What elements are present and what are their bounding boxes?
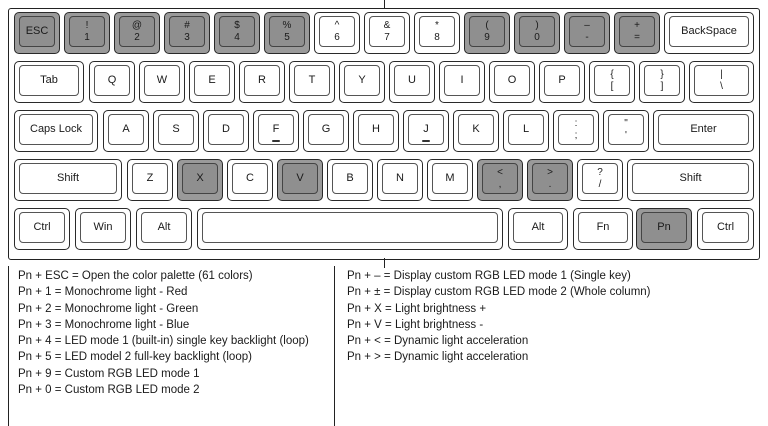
key-pn[interactable] [636, 208, 692, 250]
keycap [169, 16, 205, 47]
keycap [608, 114, 644, 145]
key-t[interactable] [289, 61, 335, 103]
keycap [108, 114, 144, 145]
note-line: Pn + ± = Display custom RGB LED mode 2 (Whole column) [347, 286, 651, 299]
key-legend: M [445, 172, 455, 184]
key-caps-lock[interactable] [14, 110, 98, 152]
key-legend: [ [610, 80, 614, 92]
keycap [219, 16, 255, 47]
keycap [569, 16, 605, 47]
key-legend: V [296, 172, 304, 184]
key-legend: Win [93, 221, 113, 233]
key-legend: Ctrl [33, 221, 51, 233]
key-q[interactable] [89, 61, 135, 103]
key-legend: Enter [690, 123, 717, 135]
key-legend: ] [660, 80, 664, 92]
keycap [202, 212, 498, 243]
key-legend: U [408, 74, 416, 86]
keycap [508, 114, 544, 145]
key-l[interactable] [503, 110, 549, 152]
keycap [432, 163, 468, 194]
key-legend: - [585, 31, 589, 43]
key-legend: 4 [234, 31, 240, 43]
key-legend: ' [625, 129, 627, 141]
key-key1-11[interactable] [589, 61, 635, 103]
key-n[interactable] [377, 159, 423, 201]
key-tab[interactable] [14, 61, 84, 103]
key-legend: 8 [434, 31, 440, 43]
keycap [582, 163, 618, 194]
keycap [544, 65, 580, 96]
note-line: Pn + 9 = Custom RGB LED mode 1 [18, 367, 200, 380]
note-line: Pn + V = Light brightness - [347, 318, 484, 331]
key-7[interactable] [364, 12, 410, 54]
keycap [332, 163, 368, 194]
keycap [80, 212, 126, 243]
key-legend: T [308, 74, 316, 86]
key-ctrl[interactable] [697, 208, 754, 250]
key-shift-legend: # [184, 19, 190, 31]
key-3[interactable] [164, 12, 210, 54]
key-o[interactable] [489, 61, 535, 103]
keycap [619, 16, 655, 47]
key-legend: BackSpace [681, 25, 737, 37]
key-shift-legend: > [547, 166, 553, 178]
key-legend: Y [358, 74, 366, 86]
key-legend: C [246, 172, 254, 184]
key-legend: Fn [596, 221, 610, 233]
key-u[interactable] [389, 61, 435, 103]
key-legend: Tab [40, 74, 58, 86]
keycap [519, 16, 555, 47]
key-key2-11[interactable] [603, 110, 649, 152]
key-p[interactable] [539, 61, 585, 103]
key-legend: Ctrl [716, 221, 735, 233]
key-legend: B [346, 172, 354, 184]
key-legend: ESC [25, 25, 49, 37]
home-row-bump-icon [422, 140, 430, 142]
keycap [319, 16, 355, 47]
key-legend: Alt [157, 221, 171, 233]
key-legend: I [460, 74, 464, 86]
key-shift-legend: " [624, 117, 628, 129]
note-line: Pn + 4 = LED mode 1 (built-in) single key backlight (loop) [18, 335, 309, 348]
keycap [19, 16, 55, 47]
key-key0-12[interactable] [614, 12, 660, 54]
keycap [382, 163, 418, 194]
key-shift-legend: : [574, 117, 578, 129]
key-m[interactable] [427, 159, 473, 201]
key-key0-11[interactable] [564, 12, 610, 54]
key-legend: Q [107, 74, 117, 86]
key-k[interactable] [453, 110, 499, 152]
key-legend: E [208, 74, 216, 86]
keycap [669, 16, 749, 47]
key-legend: D [222, 123, 230, 135]
keycap [269, 16, 305, 47]
key-shift-legend: $ [234, 19, 240, 31]
keycap [532, 163, 568, 194]
key-legend: , [498, 178, 502, 190]
key-i[interactable] [439, 61, 485, 103]
key-shift-legend: } [660, 68, 664, 80]
key-legend: P [558, 74, 566, 86]
key-legend: 0 [534, 31, 540, 43]
key-2[interactable] [114, 12, 160, 54]
key-backspace[interactable] [664, 12, 754, 54]
key-legend: H [372, 123, 380, 135]
key-shift-legend: – [584, 19, 590, 31]
keycap [132, 163, 168, 194]
key-shift-legend: < [497, 166, 503, 178]
keycap [119, 16, 155, 47]
key-legend: Shift [56, 172, 79, 184]
note-line: Pn + – = Display custom RGB LED mode 1 (Single key) [347, 270, 631, 282]
keycap [469, 16, 505, 47]
key-shift[interactable] [14, 159, 122, 201]
key-4[interactable] [214, 12, 260, 54]
keycap [158, 114, 194, 145]
keycap [258, 114, 294, 145]
keycap [394, 65, 430, 96]
key-8[interactable] [414, 12, 460, 54]
key-legend: K [472, 123, 480, 135]
key-shift-legend: ? [597, 166, 603, 178]
key-key1-12[interactable] [639, 61, 685, 103]
key-legend: 6 [334, 31, 340, 43]
key-esc[interactable] [14, 12, 60, 54]
key-x[interactable] [177, 159, 223, 201]
key-f[interactable] [253, 110, 299, 152]
center-guide-line-bottom [384, 258, 385, 268]
key-legend: Pn [657, 221, 671, 233]
note-line: Pn + < = Dynamic light acceleration [347, 335, 529, 348]
key-legend: 2 [134, 31, 140, 43]
key-legend: / [598, 178, 602, 190]
keycap [641, 212, 687, 243]
key-9[interactable] [464, 12, 510, 54]
keycap [308, 114, 344, 145]
key-legend: . [548, 178, 552, 190]
key-r[interactable] [239, 61, 285, 103]
keycap [19, 114, 93, 145]
key-y[interactable] [339, 61, 385, 103]
keycap [208, 114, 244, 145]
keycap [358, 114, 394, 145]
home-row-bump-icon [272, 140, 280, 142]
key-z[interactable] [127, 159, 173, 201]
keycap [408, 114, 444, 145]
key-d[interactable] [203, 110, 249, 152]
key-alt[interactable] [508, 208, 568, 250]
key-legend: 1 [84, 31, 90, 43]
key-legend: Alt [531, 221, 545, 233]
key-legend: 7 [384, 31, 390, 43]
keycap [632, 163, 749, 194]
note-line: Pn + 0 = Custom RGB LED mode 2 [18, 384, 200, 397]
key-key3-8[interactable] [477, 159, 523, 201]
keycap [344, 65, 380, 96]
key-w[interactable] [139, 61, 185, 103]
keycap [182, 163, 218, 194]
key-6[interactable] [314, 12, 360, 54]
key-legend: W [156, 74, 168, 86]
key-shift-legend: % [282, 19, 292, 31]
keycap [694, 65, 749, 96]
key-enter[interactable] [653, 110, 754, 152]
key-key3-10[interactable] [577, 159, 623, 201]
key-legend: X [196, 172, 204, 184]
key-shift-legend: @ [131, 19, 143, 31]
keycap [702, 212, 749, 243]
key-legend: L [522, 123, 530, 135]
key-shift-legend: ! [85, 19, 89, 31]
key-legend: O [507, 74, 517, 86]
key-shift-legend: + [634, 19, 640, 31]
key-1[interactable] [64, 12, 110, 54]
key-0[interactable] [514, 12, 560, 54]
keycap [19, 163, 117, 194]
key-legend: N [396, 172, 404, 184]
note-line: Pn + 2 = Monochrome light - Green [18, 302, 199, 315]
key-c[interactable] [227, 159, 273, 201]
keycap [369, 16, 405, 47]
key-fn[interactable] [573, 208, 633, 250]
key-shift-legend: & [383, 19, 391, 31]
keycap [144, 65, 180, 96]
key-key3-9[interactable] [527, 159, 573, 201]
key-g[interactable] [303, 110, 349, 152]
keycap [482, 163, 518, 194]
keycap [594, 65, 630, 96]
key-legend: G [321, 123, 331, 135]
notes-left-border [8, 266, 9, 426]
keycap [244, 65, 280, 96]
key-legend: Z [146, 172, 154, 184]
key-shift-legend: | [720, 68, 723, 80]
shortcut-notes-right [347, 268, 651, 366]
key-legend: 5 [284, 31, 290, 43]
note-line: Pn + > = Dynamic light acceleration [347, 351, 529, 364]
keycap [513, 212, 563, 243]
keycap [194, 65, 230, 96]
keycap [19, 212, 65, 243]
keycap [578, 212, 628, 243]
keycap [19, 65, 79, 96]
keyboard-layout [8, 8, 760, 260]
key-legend: F [272, 123, 280, 135]
key-shift-legend: { [610, 68, 614, 80]
keycap [458, 114, 494, 145]
key-a[interactable] [103, 110, 149, 152]
keycap [494, 65, 530, 96]
key-legend: Caps Lock [30, 123, 82, 135]
key-j[interactable] [403, 110, 449, 152]
key-legend: 3 [184, 31, 190, 43]
key-legend: R [258, 74, 266, 86]
key-space[interactable] [197, 208, 503, 250]
notes-divider [334, 266, 335, 426]
key-key1-13[interactable] [689, 61, 754, 103]
note-line: Pn + 3 = Monochrome light - Blue [18, 318, 190, 331]
key-legend: ; [574, 129, 578, 141]
key-v[interactable] [277, 159, 323, 201]
keycap [282, 163, 318, 194]
key-b[interactable] [327, 159, 373, 201]
key-legend: \ [720, 80, 723, 92]
keycap [658, 114, 749, 145]
key-legend: J [423, 123, 429, 135]
key-shift-legend: ( [485, 19, 489, 31]
shortcut-notes-left [18, 268, 309, 398]
note-line: Pn + X = Light brightness + [347, 302, 487, 315]
keycap [444, 65, 480, 96]
key-s[interactable] [153, 110, 199, 152]
key-legend: = [634, 31, 640, 43]
keycap [232, 163, 268, 194]
key-shift-legend: * [435, 19, 439, 31]
keycap [141, 212, 187, 243]
keycap [94, 65, 130, 96]
keycap [294, 65, 330, 96]
key-legend: 9 [484, 31, 490, 43]
key-shift-legend: ) [535, 19, 539, 31]
note-line: Pn + 5 = LED model 2 full-key backlight (loop) [18, 351, 252, 364]
keycap [419, 16, 455, 47]
keycap [69, 16, 105, 47]
keycap [644, 65, 680, 96]
key-h[interactable] [353, 110, 399, 152]
key-shift[interactable] [627, 159, 754, 201]
key-legend: Shift [679, 172, 702, 184]
key-win[interactable] [75, 208, 131, 250]
keycap [558, 114, 594, 145]
key-alt[interactable] [136, 208, 192, 250]
note-line: Pn + 1 = Monochrome light - Red [18, 286, 188, 299]
key-5[interactable] [264, 12, 310, 54]
key-key2-10[interactable] [553, 110, 599, 152]
key-ctrl[interactable] [14, 208, 70, 250]
key-legend: A [122, 123, 130, 135]
key-legend: S [172, 123, 180, 135]
key-e[interactable] [189, 61, 235, 103]
note-line: Pn + ESC = Open the color palette (61 colors) [18, 270, 253, 282]
key-shift-legend: ^ [334, 19, 340, 31]
